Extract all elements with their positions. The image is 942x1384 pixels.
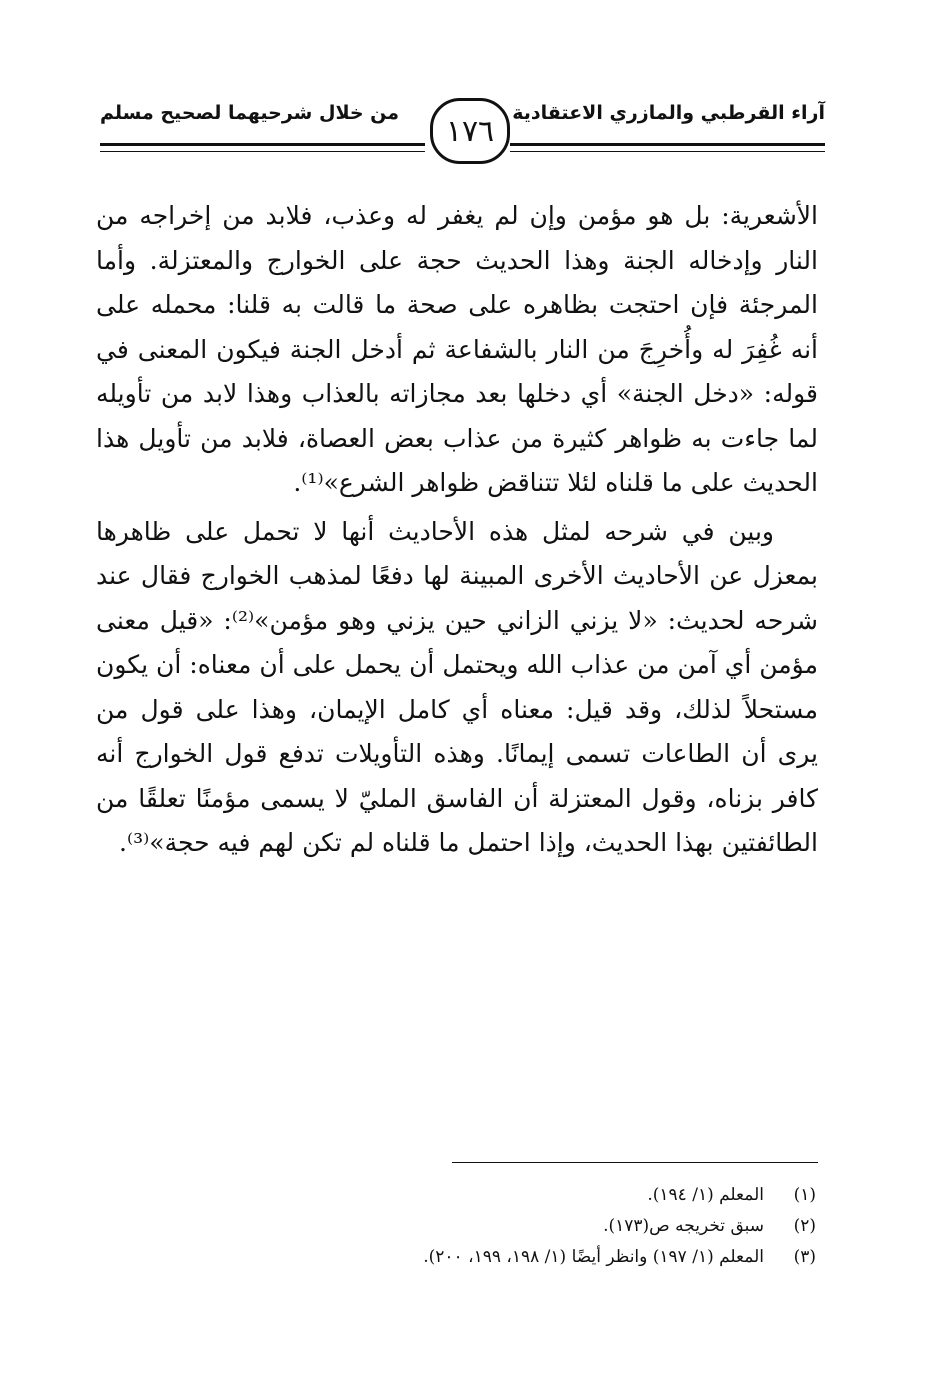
footnote-divider: [452, 1162, 818, 1163]
footnote-item: [300, 1242, 816, 1273]
footnote-number: (٣): [793, 1247, 816, 1267]
footnote-number: (١): [793, 1185, 816, 1205]
main-text: [96, 194, 818, 870]
paragraph: وبين في شرحه لمثل هذه الأحاديث أنها لا تحمل على ظاهرها بمعزل عن الأحاديث الأخرى المبينة لها دفعًا لمذهب الخوارج فقال عند شرحه لحديث: «لا يزني الزاني حين يزني وهو مؤمن»⁽²⁾: «قيل معنى مؤمن أي آمن من عذاب الله ويحتمل أن يحمل على أن معناه: أن يكون مستحلاً لذلك، وقد قيل: معناه أي كامل الإيمان، وهذا على قول من يرى أن الطاعات تسمى إيمانًا. وهذه التأويلات تدفع قول الخوارج أنه كافر بزناه، وقول المعتزلة أن الفاسق المليّ لا يسمى مؤمنًا تعلقًا من الطائفتين بهذا الحديث، وإذا احتمل ما قلناه لم تكن لهم فيه حجة»⁽³⁾.: [96, 516, 819, 857]
footnotes: [300, 1180, 816, 1273]
header-rule-left-thin: [100, 151, 425, 152]
page-header: [100, 96, 825, 166]
book-title: آراء القرطبي والمازري الاعتقادية: [512, 102, 825, 124]
book-subtitle: من خلال شرحيهما لصحيح مسلم: [100, 102, 400, 124]
footnote-text: المعلم (١/ ١٩٤).: [647, 1185, 764, 1205]
header-rule-left: [100, 143, 425, 146]
footnote-text: المعلم (١/ ١٩٧) وانظر أيضًا (١/ ١٩٨، ١٩٩، ٢٠٠).: [423, 1247, 764, 1267]
header-rule-right-thin: [510, 151, 825, 152]
header-rule-right: [510, 143, 825, 146]
footnote-number: (٢): [793, 1216, 816, 1236]
footnote-item: [300, 1211, 816, 1242]
footnote-text: سبق تخريجه ص(١٧٣).: [603, 1216, 764, 1236]
footnote-item: [300, 1180, 816, 1211]
paragraph: الأشعرية: بل هو مؤمن وإن لم يغفر له وعذب، فلابد من إخراجه من النار وإدخاله الجنة وهذا الحديث حجة على الخوارج والمعتزلة. وأما المرجئة فإن احتجت بظاهره على صحة ما قالت به قلنا: محمله على أنه غُفِرَ له وأُخرِجَ من النار بالشفاعة ثم أدخل الجنة فيكون المعنى في قوله: «دخل الجنة» أي دخلها بعد مجازاته بالعذاب وهذا لابد من تأويله لما جاءت به ظواهر كثيرة من عذاب بعض العصاة، فلابد من تأويل هذا الحديث على ما قلناه لئلا تتناقض ظواهر الشرع»⁽¹⁾.: [96, 201, 818, 497]
page-number: ١٧٦: [430, 98, 510, 164]
